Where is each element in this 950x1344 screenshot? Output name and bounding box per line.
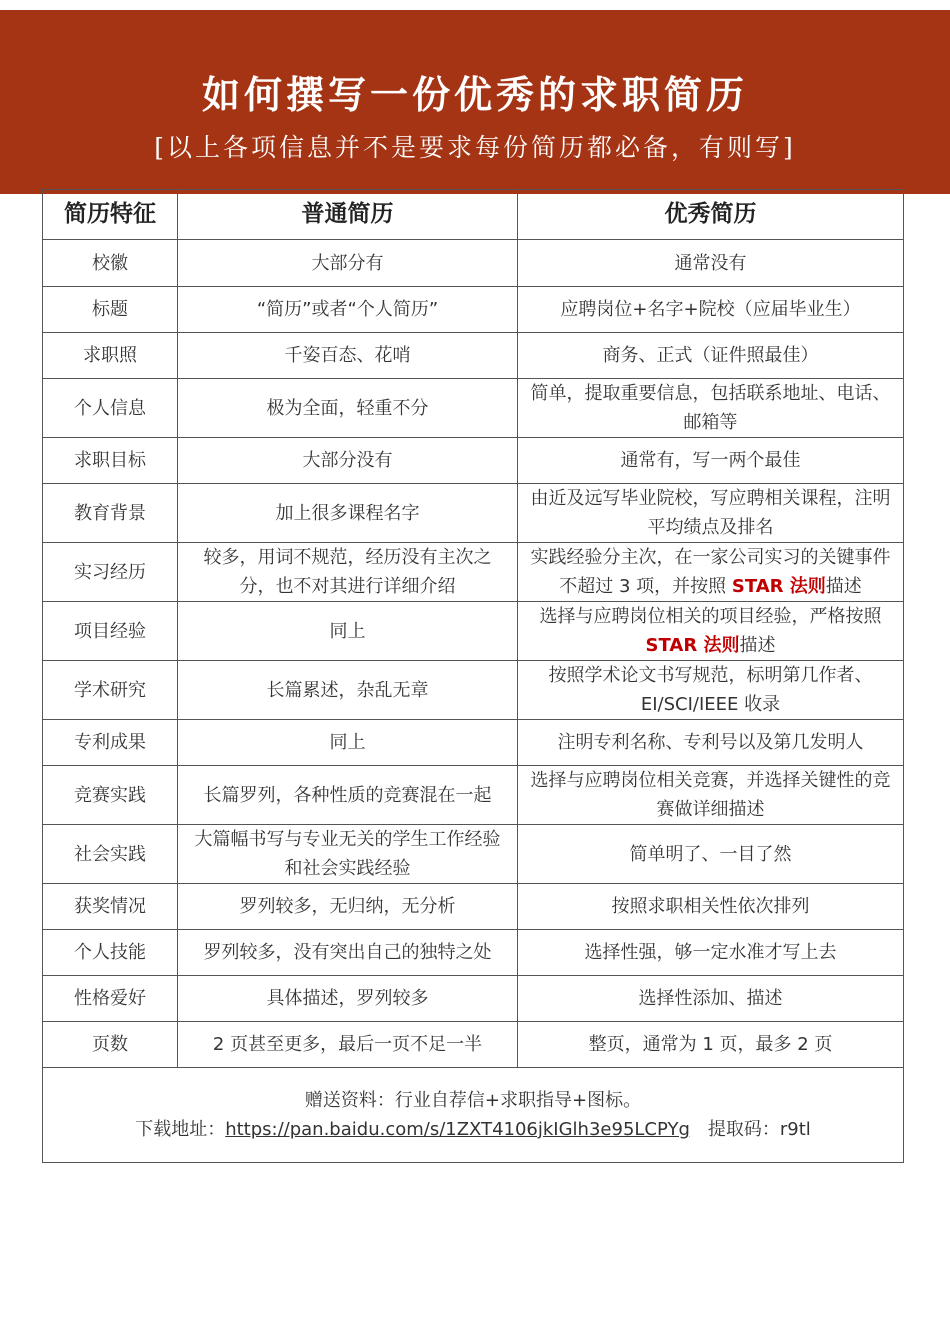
normal-cell: 同上 — [178, 720, 518, 766]
table-row — [43, 884, 904, 930]
excellent-cell: 简单，提取重要信息，包括联系地址、电话、邮箱等 — [518, 379, 904, 438]
feature-cell: 个人技能 — [43, 930, 178, 976]
excellent-cell: 商务、正式（证件照最佳） — [518, 333, 904, 379]
feature-cell: 个人信息 — [43, 379, 178, 438]
normal-cell: “简历”或者“个人简历” — [178, 287, 518, 333]
table-row — [43, 661, 904, 720]
normal-cell: 罗列较多，无归纳，无分析 — [178, 884, 518, 930]
normal-cell: 较多，用词不规范，经历没有主次之分，也不对其进行详细介绍 — [178, 543, 518, 602]
table-row — [43, 766, 904, 825]
excellent-text: 描述 — [739, 635, 776, 656]
feature-cell: 标题 — [43, 287, 178, 333]
gift-info: 赠送资料：行业自荐信+求职指导+图标。 — [304, 1090, 642, 1111]
download-label: 下载地址： — [135, 1119, 226, 1140]
excellent-cell: 简单明了、一目了然 — [518, 825, 904, 884]
normal-cell: 加上很多课程名字 — [178, 484, 518, 543]
normal-cell: 大篇幅书写与专业无关的学生工作经验和社会实践经验 — [178, 825, 518, 884]
excellent-cell: 应聘岗位+名字+院校（应届毕业生） — [518, 287, 904, 333]
feature-cell: 项目经验 — [43, 602, 178, 661]
excellent-cell: 整页，通常为 1 页，最多 2 页 — [518, 1022, 904, 1068]
table-row — [43, 438, 904, 484]
column-header-feature: 简历特征 — [43, 190, 178, 240]
excellent-cell: 选择与应聘岗位相关竞赛，并选择关键性的竞赛做详细描述 — [518, 766, 904, 825]
normal-cell: 罗列较多，没有突出自己的独特之处 — [178, 930, 518, 976]
page-subtitle: [以上各项信息并不是要求每份简历都必备，有则写] — [154, 133, 796, 162]
feature-cell: 性格爱好 — [43, 976, 178, 1022]
footer-cell — [43, 1068, 904, 1163]
feature-cell: 校徽 — [43, 240, 178, 287]
excellent-cell: 选择性添加、描述 — [518, 976, 904, 1022]
feature-cell: 页数 — [43, 1022, 178, 1068]
table-row — [43, 543, 904, 602]
table-row — [43, 825, 904, 884]
feature-cell: 专利成果 — [43, 720, 178, 766]
normal-cell: 长篇罗列，各种性质的竞赛混在一起 — [178, 766, 518, 825]
normal-cell: 具体描述，罗列较多 — [178, 976, 518, 1022]
table-row — [43, 379, 904, 438]
excellent-cell: 注明专利名称、专利号以及第几发明人 — [518, 720, 904, 766]
download-link[interactable]: https://pan.baidu.com/s/1ZXT4106jkIGlh3e95LCPYg — [225, 1119, 690, 1140]
table-row — [43, 930, 904, 976]
excellent-text: 实践经验分主次，在一家公司实习的关键事件不超过 3 项，并按照 — [530, 547, 891, 597]
feature-cell: 求职目标 — [43, 438, 178, 484]
table-row — [43, 333, 904, 379]
table-header-row — [43, 190, 904, 240]
excellent-cell — [518, 602, 904, 661]
title-banner — [0, 10, 950, 194]
star-method-highlight: STAR 法则 — [731, 576, 826, 597]
normal-cell: 大部分有 — [178, 240, 518, 287]
feature-cell: 竞赛实践 — [43, 766, 178, 825]
footer-row — [43, 1068, 904, 1163]
normal-cell: 2 页甚至更多，最后一页不足一半 — [178, 1022, 518, 1068]
table-row — [43, 287, 904, 333]
resume-comparison-table — [42, 189, 904, 1163]
feature-cell: 获奖情况 — [43, 884, 178, 930]
column-header-normal: 普通简历 — [178, 190, 518, 240]
feature-cell: 社会实践 — [43, 825, 178, 884]
table-row — [43, 1022, 904, 1068]
star-method-highlight: STAR 法则 — [645, 635, 740, 656]
feature-cell: 学术研究 — [43, 661, 178, 720]
column-header-excellent: 优秀简历 — [518, 190, 904, 240]
page-title: 如何撰写一份优秀的求职简历 — [201, 72, 748, 117]
excellent-cell: 按照学术论文书写规范，标明第几作者、EI/SCI/IEEE 收录 — [518, 661, 904, 720]
code-label: 提取码： — [707, 1119, 780, 1140]
normal-cell: 长篇累述，杂乱无章 — [178, 661, 518, 720]
table-row — [43, 976, 904, 1022]
feature-cell: 实习经历 — [43, 543, 178, 602]
excellent-text: 描述 — [825, 576, 862, 597]
excellent-cell: 通常有，写一两个最佳 — [518, 438, 904, 484]
table-row — [43, 240, 904, 287]
normal-cell: 同上 — [178, 602, 518, 661]
normal-cell: 大部分没有 — [178, 438, 518, 484]
table-row — [43, 484, 904, 543]
normal-cell: 千姿百态、花哨 — [178, 333, 518, 379]
normal-cell: 极为全面，轻重不分 — [178, 379, 518, 438]
excellent-cell: 选择性强，够一定水准才写上去 — [518, 930, 904, 976]
excellent-cell: 由近及远写毕业院校，写应聘相关课程，注明平均绩点及排名 — [518, 484, 904, 543]
excellent-cell: 通常没有 — [518, 240, 904, 287]
feature-cell: 教育背景 — [43, 484, 178, 543]
excellent-cell: 按照求职相关性依次排列 — [518, 884, 904, 930]
excellent-cell — [518, 543, 904, 602]
download-info — [51, 1115, 895, 1144]
extraction-code: r9tl — [779, 1119, 811, 1140]
table-row — [43, 602, 904, 661]
table-row — [43, 720, 904, 766]
feature-cell: 求职照 — [43, 333, 178, 379]
excellent-text: 选择与应聘岗位相关的项目经验，严格按照 — [539, 606, 882, 627]
